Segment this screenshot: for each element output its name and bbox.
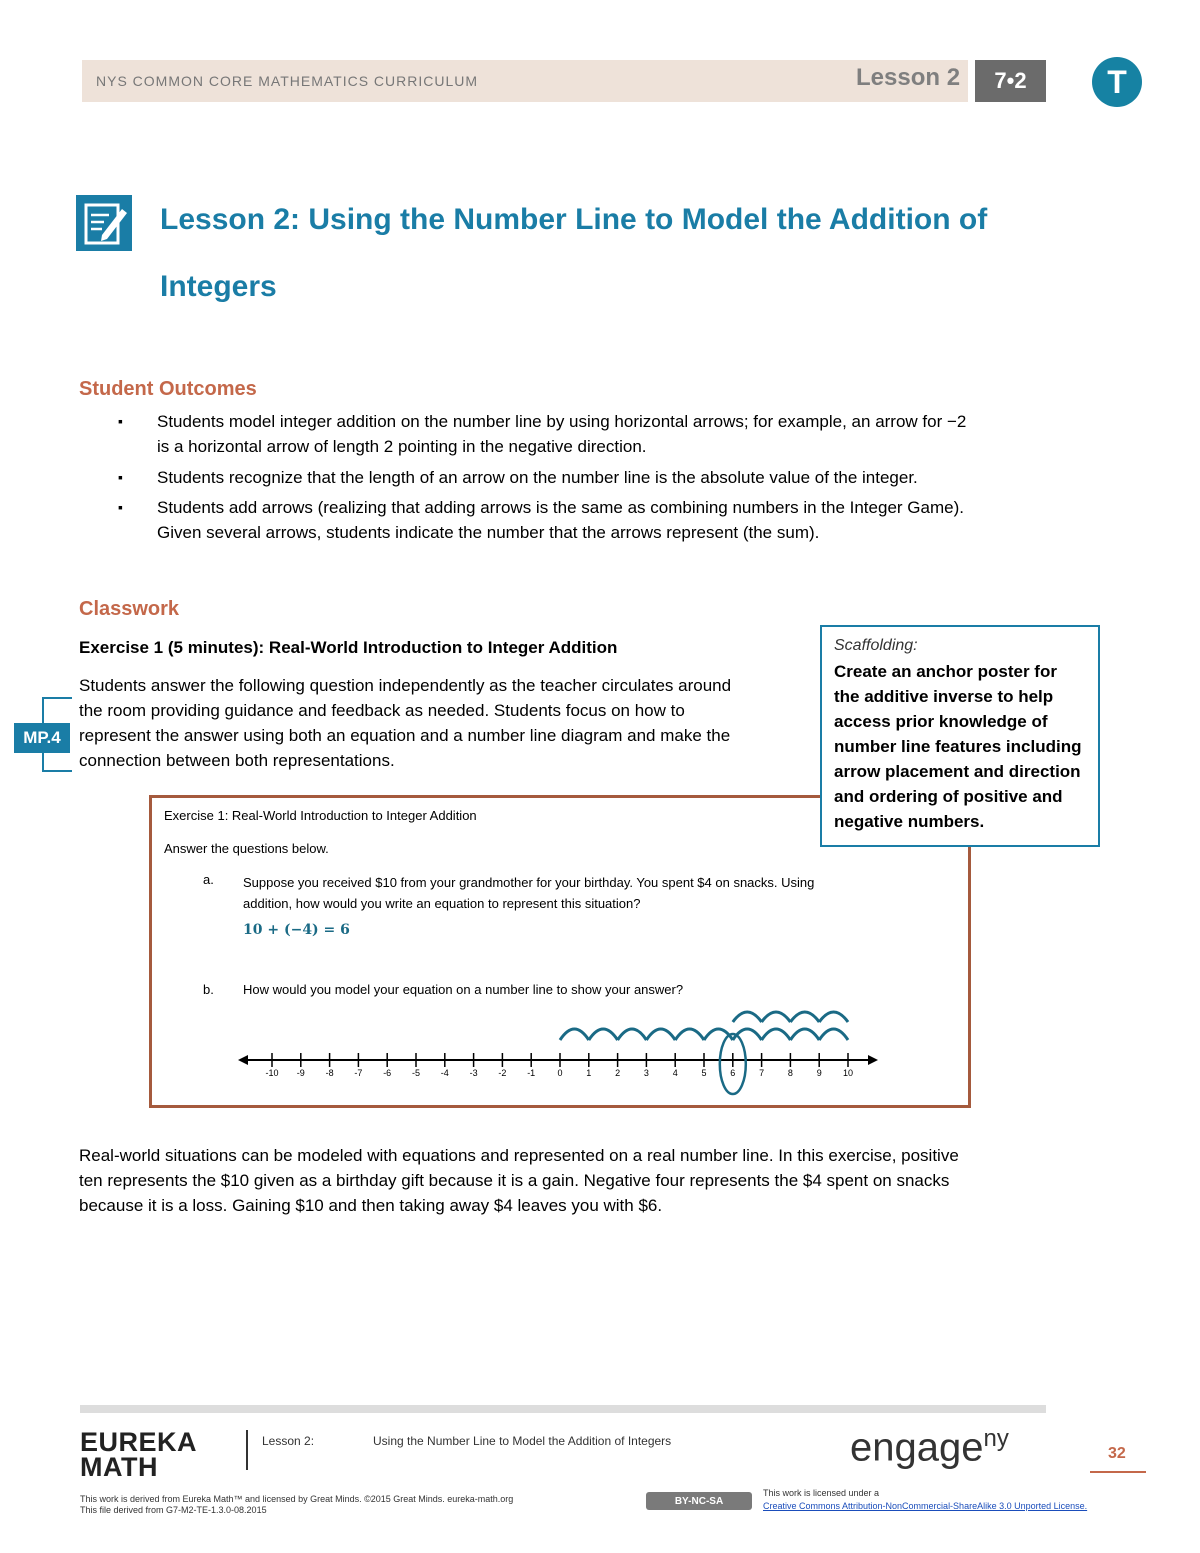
number-line-tick-label: 5 bbox=[701, 1068, 707, 1078]
number-line-tick-label: -6 bbox=[383, 1068, 392, 1078]
number-line-tick-label: 4 bbox=[672, 1068, 678, 1078]
jump-arc bbox=[819, 1029, 848, 1040]
exercise-heading: Exercise 1 (5 minutes): Real-World Introduction to Integer Addition bbox=[79, 638, 618, 657]
part-a-answer: 10 + (−4) = 6 bbox=[243, 922, 350, 938]
bullet: ▪ bbox=[118, 499, 123, 515]
cc-license-badge: BY-NC-SA bbox=[646, 1492, 752, 1510]
classwork-paragraph bbox=[79, 673, 799, 773]
outcome-1-line2: is a horizontal arrow of length 2 pointing in the negative direction. bbox=[157, 437, 647, 456]
closing-line: ten represents the $10 given as a birthday gift because it is a gain. Negative four represents the $4 spent on snacks bbox=[79, 1171, 950, 1190]
outcomes-heading: Student Outcomes bbox=[79, 378, 257, 400]
jump-arc bbox=[675, 1029, 704, 1040]
outcome-3-line2: Given several arrows, students indicate the number that the arrows represent (the sum). bbox=[157, 523, 820, 542]
part-a-line2: addition, how would you write an equation to represent this situation? bbox=[243, 896, 641, 911]
jump-arc bbox=[618, 1029, 647, 1040]
part-b-question: How would you model your equation on a number line to show your answer? bbox=[243, 982, 684, 997]
closing-line: Real-world situations can be modeled with equations and represented on a real number line. In this exercise, positive bbox=[79, 1146, 959, 1165]
curriculum-label: NYS COMMON CORE MATHEMATICS CURRICULUM bbox=[96, 73, 479, 89]
page-title-line2: Integers bbox=[160, 270, 277, 303]
part-b-label: b. bbox=[203, 982, 214, 997]
page-title-line1: Lesson 2: Using the Number Line to Model the Addition of bbox=[160, 203, 988, 236]
number-line bbox=[230, 1000, 890, 1100]
outcome-3 bbox=[157, 495, 1057, 545]
jump-arc bbox=[646, 1029, 675, 1040]
closing-line: because it is a loss. Gaining $10 and then taking away $4 leaves you with $6. bbox=[79, 1196, 663, 1215]
derived-line2: This file derived from G7-M2-TE-1.3.0-08.2015 bbox=[80, 1505, 267, 1515]
number-line-tick-label: 9 bbox=[816, 1068, 822, 1078]
outcome-3-line1: Students add arrows (realizing that adding arrows is the same as combining numbers in the Integer Game). bbox=[157, 498, 964, 517]
outcome-1-line1: Students model integer addition on the number line by using horizontal arrows; for example, an arrow for −2 bbox=[157, 412, 967, 431]
number-line-tick-label: -1 bbox=[527, 1068, 536, 1078]
jump-arc bbox=[733, 1012, 762, 1022]
number-line-tick-label: 8 bbox=[787, 1068, 793, 1078]
number-line-tick-label: -4 bbox=[440, 1068, 449, 1078]
outcome-1 bbox=[157, 409, 1057, 459]
jump-arc bbox=[819, 1012, 848, 1022]
number-line-tick-label: -5 bbox=[411, 1068, 421, 1078]
bullet: ▪ bbox=[118, 469, 123, 485]
page-number: 32 bbox=[1108, 1445, 1126, 1462]
license-link[interactable]: Creative Commons Attribution-NonCommercial-ShareAlike 3.0 Unported License. bbox=[763, 1501, 1088, 1511]
exercise-box-title: Exercise 1: Real-World Introduction to Integer Addition bbox=[164, 808, 477, 823]
license-line1: This work is licensed under a bbox=[763, 1488, 880, 1498]
classwork-heading: Classwork bbox=[79, 598, 180, 620]
jump-arc bbox=[762, 1012, 791, 1022]
footer-rule bbox=[80, 1405, 1046, 1413]
number-line-tick-label: -3 bbox=[469, 1068, 478, 1078]
engageny-logo: engage$^{ny}$ bbox=[850, 1425, 1009, 1470]
footer-separator bbox=[246, 1430, 248, 1470]
closing-paragraph bbox=[79, 1143, 1039, 1218]
bullet: ▪ bbox=[118, 413, 123, 429]
grade-badge: 7•2 bbox=[975, 60, 1046, 102]
part-a-line1: Suppose you received $10 from your grandmother for your birthday. You spent $4 on snacks. Using bbox=[243, 875, 815, 890]
number-line-tick-label: 1 bbox=[586, 1068, 592, 1078]
paragraph-line: connection between both representations. bbox=[79, 751, 395, 770]
footer-lesson-label: Lesson 2: bbox=[262, 1434, 315, 1448]
scaffolding-text: Create an anchor poster for the additive inverse to help access prior knowledge of number line features including arrow placement and direction and ordering of positive and negative numbers. bbox=[834, 662, 1082, 831]
jump-arc bbox=[589, 1029, 618, 1040]
number-line-tick-label: 10 bbox=[842, 1068, 854, 1078]
number-line-tick-label: 7 bbox=[759, 1068, 765, 1078]
page-number-rule bbox=[1090, 1471, 1146, 1473]
part-a-question bbox=[243, 872, 814, 914]
mp-label: MP.4 bbox=[14, 723, 70, 753]
teacher-badge: T bbox=[1092, 57, 1142, 107]
footer-lesson-title: Using the Number Line to Model the Addition of Integers bbox=[373, 1434, 672, 1448]
number-line-tick-label: -2 bbox=[498, 1068, 507, 1078]
number-line-tick-label: 2 bbox=[615, 1068, 621, 1078]
jump-arc bbox=[762, 1029, 791, 1040]
eureka-math-logo: EUREKA MATH bbox=[80, 1427, 198, 1482]
jump-arc bbox=[790, 1012, 819, 1022]
number-line-tick-label: -9 bbox=[296, 1068, 305, 1078]
number-line-tick-label: -10 bbox=[265, 1068, 279, 1078]
lesson-notepad-icon bbox=[76, 195, 132, 251]
left-arrowhead bbox=[238, 1055, 248, 1065]
jump-arc bbox=[790, 1029, 819, 1040]
exercise-instruction: Answer the questions below. bbox=[164, 841, 329, 856]
paragraph-line: Students answer the following question independently as the teacher circulates around bbox=[79, 676, 732, 695]
number-line-tick-label: -8 bbox=[325, 1068, 334, 1078]
outcome-2 bbox=[157, 465, 1057, 490]
number-line-tick-label: -7 bbox=[354, 1068, 363, 1078]
part-a-label: a. bbox=[203, 872, 214, 887]
number-line-tick-label: 0 bbox=[557, 1068, 563, 1078]
number-line-tick-label: 6 bbox=[730, 1068, 736, 1078]
paragraph-line: the room providing guidance and feedback as needed. Students focus on how to bbox=[79, 701, 685, 720]
scaffolding-box bbox=[820, 625, 1100, 847]
outcome-2-line1: Students recognize that the length of an arrow on the number line is the absolute value of the integer. bbox=[157, 468, 918, 487]
header-lesson: Lesson 2 bbox=[856, 64, 961, 91]
right-arrowhead bbox=[868, 1055, 878, 1065]
number-line-tick-label: 3 bbox=[643, 1068, 649, 1078]
scaffolding-title: Scaffolding: bbox=[834, 637, 918, 654]
jump-arc bbox=[560, 1029, 589, 1040]
paragraph-line: represent the answer using both an equation and a number line diagram and make the bbox=[79, 726, 731, 745]
derived-line1: This work is derived from Eureka Math™ and licensed by Great Minds. ©2015 Great Minds. eureka-math.org bbox=[80, 1494, 514, 1504]
